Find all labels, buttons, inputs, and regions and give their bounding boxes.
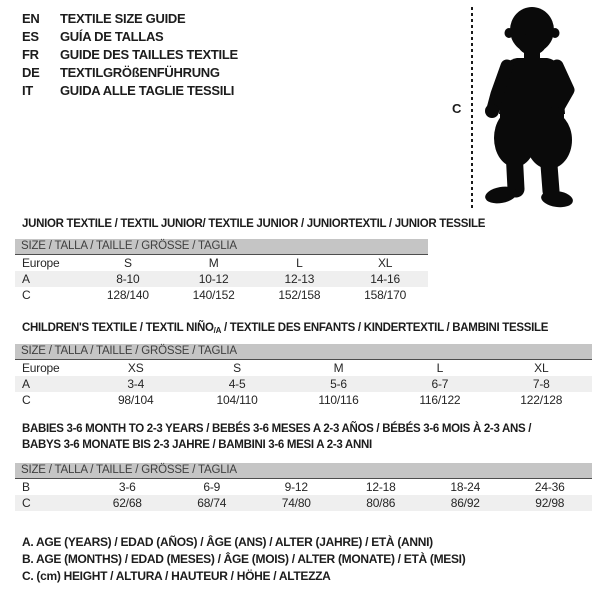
value-cell: 8-10 [85, 271, 171, 287]
baby-silhouette-icon [484, 2, 590, 213]
value-cell: 7-8 [491, 376, 592, 392]
babies-section-title [22, 421, 531, 453]
language-row [22, 64, 238, 82]
language-row [22, 28, 238, 46]
value-cell: 128/140 [106, 288, 149, 302]
value-cell: 62/68 [85, 495, 170, 511]
value-cell: 5-6 [288, 376, 389, 392]
value-cell: 80/86 [339, 495, 424, 511]
height-measure-label: C [452, 101, 462, 116]
value-cell: 116/122 [419, 393, 461, 407]
value-cell: 122/128 [520, 393, 563, 407]
value-cell: 98/104 [117, 393, 154, 407]
language-code: ES [22, 29, 39, 44]
row-label-cell: A [15, 271, 85, 287]
value-cell: 110/116 [318, 393, 359, 407]
value-cell: XL [534, 361, 549, 375]
language-row [22, 82, 238, 100]
value-cell: 12-18 [365, 480, 396, 494]
value-cell: S [233, 361, 241, 375]
language-code: DE [22, 65, 40, 80]
language-list [22, 10, 238, 100]
language-label: TEXTILGRÖßENFÜHRUNG [60, 65, 220, 80]
value-cell: 104/110 [216, 393, 258, 407]
value-cell: 18-24 [450, 480, 481, 494]
value-cell: 12-13 [257, 271, 343, 287]
junior-section-title: JUNIOR TEXTILE / TEXTIL JUNIOR/ TEXTILE JUNIOR / JUNIORTEXTIL / JUNIOR TESSILE [22, 218, 486, 230]
children-size-table [15, 344, 592, 408]
value-cell: 86/92 [423, 495, 508, 511]
row-label-cell: C [22, 393, 31, 407]
table-row [15, 360, 592, 376]
language-code: FR [22, 47, 39, 62]
table-row [15, 287, 428, 303]
language-label: GUIDE DES TAILLES TEXTILE [60, 47, 238, 62]
value-cell: M [333, 361, 344, 375]
row-label-cell: C [15, 495, 85, 511]
language-row [22, 46, 238, 64]
language-label: GUÍA DE TALLAS [60, 29, 164, 44]
children-table [15, 360, 592, 408]
children-title-pre: CHILDREN'S TEXTILE / TEXTIL NIÑO [22, 322, 214, 334]
value-cell: S [123, 256, 132, 270]
value-cell: 10-12 [171, 271, 257, 287]
table-row [15, 392, 592, 408]
value-cell: 92/98 [508, 495, 593, 511]
children-title-post: / TEXTILE DES ENFANTS / KINDERTEXTIL / BAMBINI TESSILE [221, 322, 549, 334]
language-code: IT [22, 83, 33, 98]
value-cell: L [296, 256, 303, 270]
value-cell: 158/170 [364, 288, 407, 302]
table-row [15, 479, 592, 495]
language-label: TEXTILE SIZE GUIDE [60, 11, 186, 26]
row-label-cell: Europe [22, 361, 60, 375]
children-section-title [22, 320, 548, 339]
value-cell: 24-36 [534, 480, 565, 494]
legend-line-c: C. (cm) HEIGHT / ALTURA / HAUTEUR / HÖHE / ALTEZZA [22, 569, 331, 583]
junior-table [15, 255, 428, 303]
table-row [15, 376, 592, 392]
language-row [22, 10, 238, 28]
legend-line-b: B. AGE (MONTHS) / EDAD (MESES) / ÂGE (MOIS) / ALTER (MONATE) / ETÀ (MESI) [22, 552, 466, 566]
table-row [15, 495, 592, 511]
size-header-bar: SIZE / TALLA / TAILLE / GRÖSSE / TAGLIA [15, 239, 428, 255]
value-cell: 74/80 [254, 495, 339, 511]
babies-table [15, 479, 592, 511]
row-label-cell: B [22, 480, 30, 494]
children-title-sub: /A [213, 326, 222, 335]
row-label-cell: A [15, 376, 85, 392]
legend-line-a: A. AGE (YEARS) / EDAD (AÑOS) / ÂGE (ANS) / ALTER (JAHRE) / ETÀ (ANNI) [22, 535, 433, 549]
value-cell: 3-4 [85, 376, 186, 392]
junior-size-table [15, 239, 428, 303]
language-code: EN [22, 11, 40, 26]
value-cell: XL [377, 256, 393, 270]
value-cell: 6-9 [203, 480, 221, 494]
value-cell: 152/158 [278, 288, 321, 302]
babies-title-line2: BABYS 3-6 MONATE BIS 2-3 JAHRE / BAMBINI 3-6 MESI A 2-3 ANNI [22, 439, 372, 451]
value-cell: M [208, 256, 219, 270]
value-cell: L [436, 361, 444, 375]
table-row [15, 271, 428, 287]
row-label-cell: Europe [22, 256, 60, 270]
size-header-bar: SIZE / TALLA / TAILLE / GRÖSSE / TAGLIA [15, 463, 592, 479]
row-label-cell: C [22, 288, 31, 302]
value-cell: 6-7 [389, 376, 490, 392]
babies-size-table [15, 463, 592, 511]
height-dotted-line [471, 7, 473, 209]
value-cell: XS [127, 361, 144, 375]
legend [22, 534, 465, 585]
value-cell: 9-12 [284, 480, 308, 494]
table-row [15, 255, 428, 271]
value-cell: 3-6 [118, 480, 136, 494]
value-cell: 140/152 [192, 288, 235, 302]
value-cell: 14-16 [342, 271, 428, 287]
language-label: GUIDA ALLE TAGLIE TESSILI [60, 83, 235, 98]
value-cell: 68/74 [170, 495, 255, 511]
value-cell: 4-5 [186, 376, 287, 392]
babies-title-line1: BABIES 3-6 MONTH TO 2-3 YEARS / BEBÉS 3-6 MESES A 2-3 AÑOS / BÉBÉS 3-6 MOIS À 2-3 ANS / [22, 423, 532, 435]
size-header-bar: SIZE / TALLA / TAILLE / GRÖSSE / TAGLIA [15, 344, 592, 360]
